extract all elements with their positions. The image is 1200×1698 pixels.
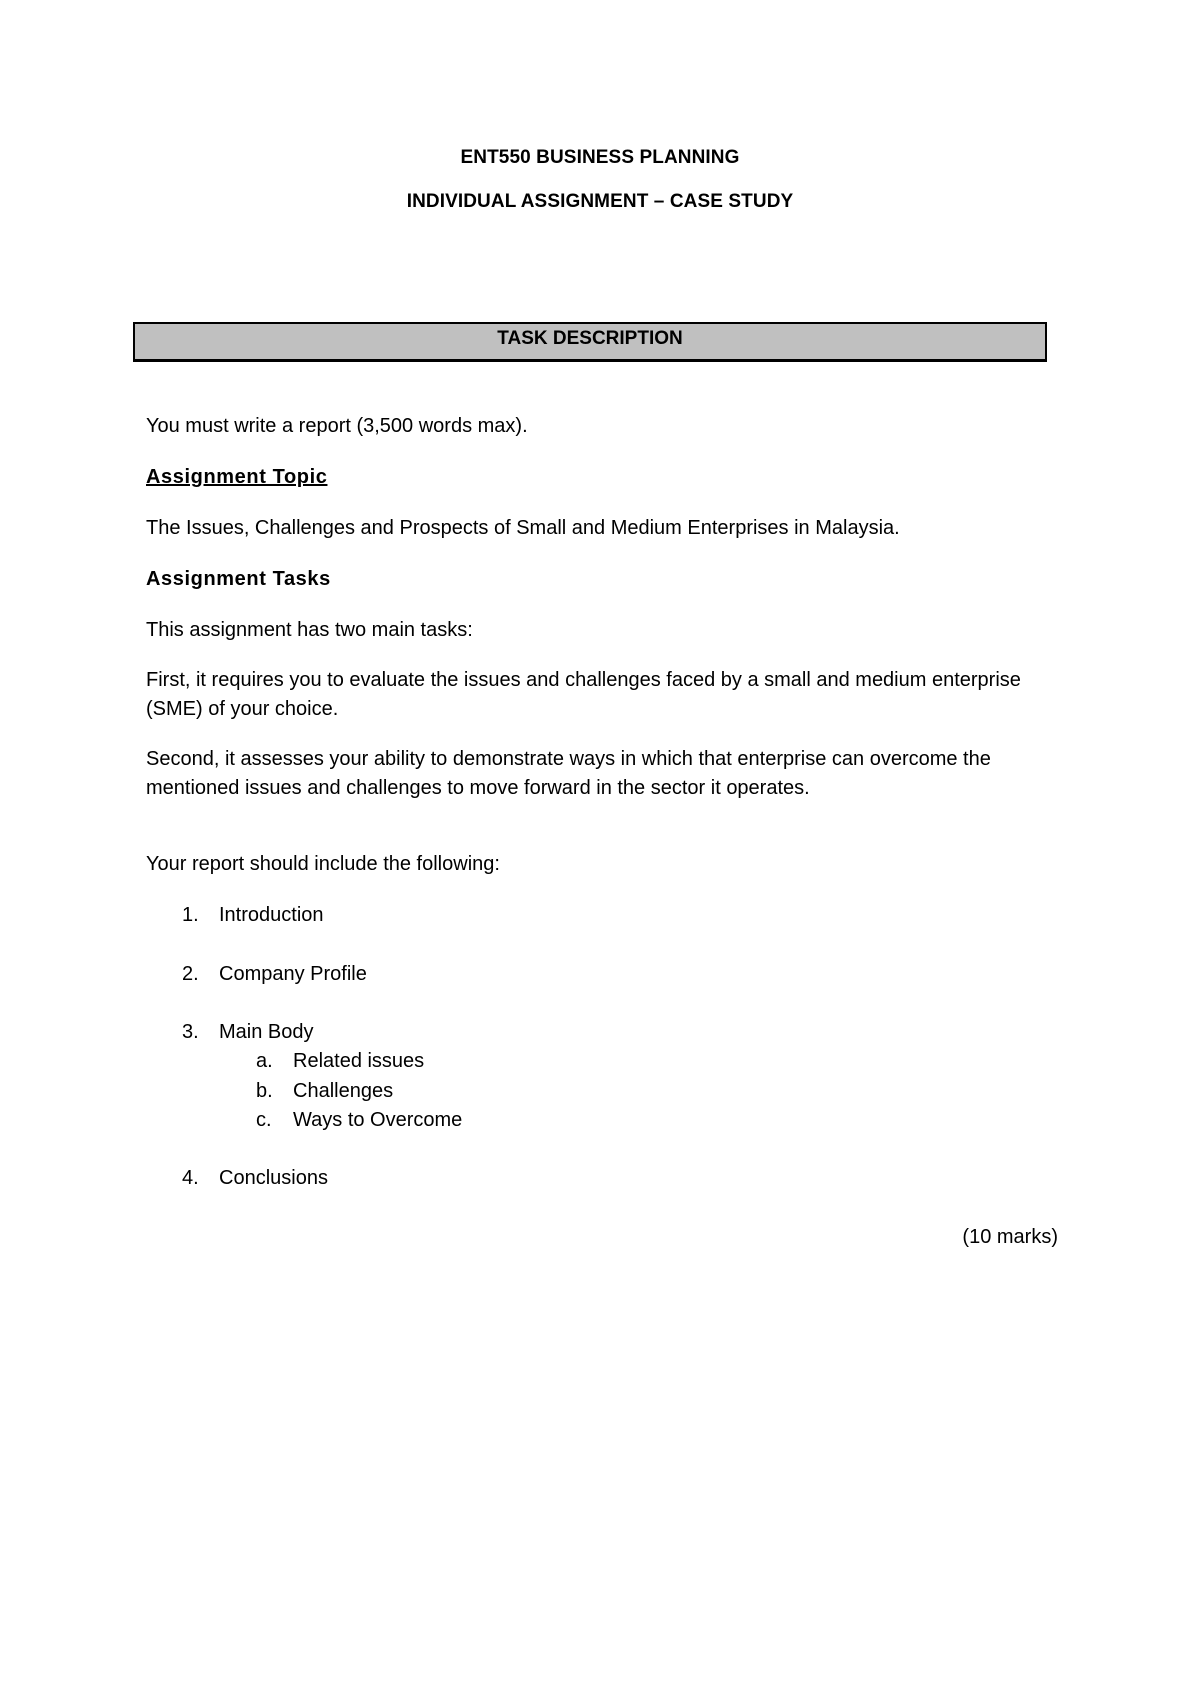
intro-paragraph: You must write a report (3,500 words max). xyxy=(146,415,528,437)
outline-number: 1. xyxy=(182,904,199,926)
outline-sub-label: Ways to Overcome xyxy=(293,1109,463,1131)
outline-label: Company Profile xyxy=(219,963,367,985)
task-description-box xyxy=(133,322,1047,362)
outline-label: Main Body xyxy=(219,1021,314,1043)
outline-sub-letter: b. xyxy=(256,1080,273,1102)
second-task-paragraph: Second, it assesses your ability to demonstrate ways in which that enterprise can overcome the mentioned issues and challenges to move forward in the sector it operates. xyxy=(146,748,991,799)
outline-number: 2. xyxy=(182,963,199,985)
outline-sub-label: Related issues xyxy=(293,1050,425,1072)
report-intro-paragraph: Your report should include the following: xyxy=(146,853,500,875)
assignment-title: INDIVIDUAL ASSIGNMENT – CASE STUDY xyxy=(406,191,794,212)
outline-number: 3. xyxy=(182,1021,199,1043)
assignment-topic-text: The Issues, Challenges and Prospects of Small and Medium Enterprises in Malaysia. xyxy=(146,517,900,539)
outline-sub-label: Challenges xyxy=(293,1080,394,1102)
assignment-tasks-heading: Assignment Tasks xyxy=(146,568,331,590)
first-task-paragraph: First, it requires you to evaluate the issues and challenges faced by a small and medium enterprise (SME) of your choice. xyxy=(146,669,1021,720)
assignment-topic-heading: Assignment Topic xyxy=(146,466,328,488)
tasks-intro-paragraph: This assignment has two main tasks: xyxy=(146,619,473,641)
outline-sub-letter: a. xyxy=(256,1050,273,1072)
course-title: ENT550 BUSINESS PLANNING xyxy=(460,147,740,168)
marks-label: (10 marks) xyxy=(962,1226,1058,1248)
outline-label: Introduction xyxy=(219,904,324,926)
outline-label: Conclusions xyxy=(219,1167,328,1189)
outline-number: 4. xyxy=(182,1167,199,1189)
outline-sub-letter: c. xyxy=(256,1109,272,1131)
task-description-label: TASK DESCRIPTION xyxy=(497,328,683,349)
